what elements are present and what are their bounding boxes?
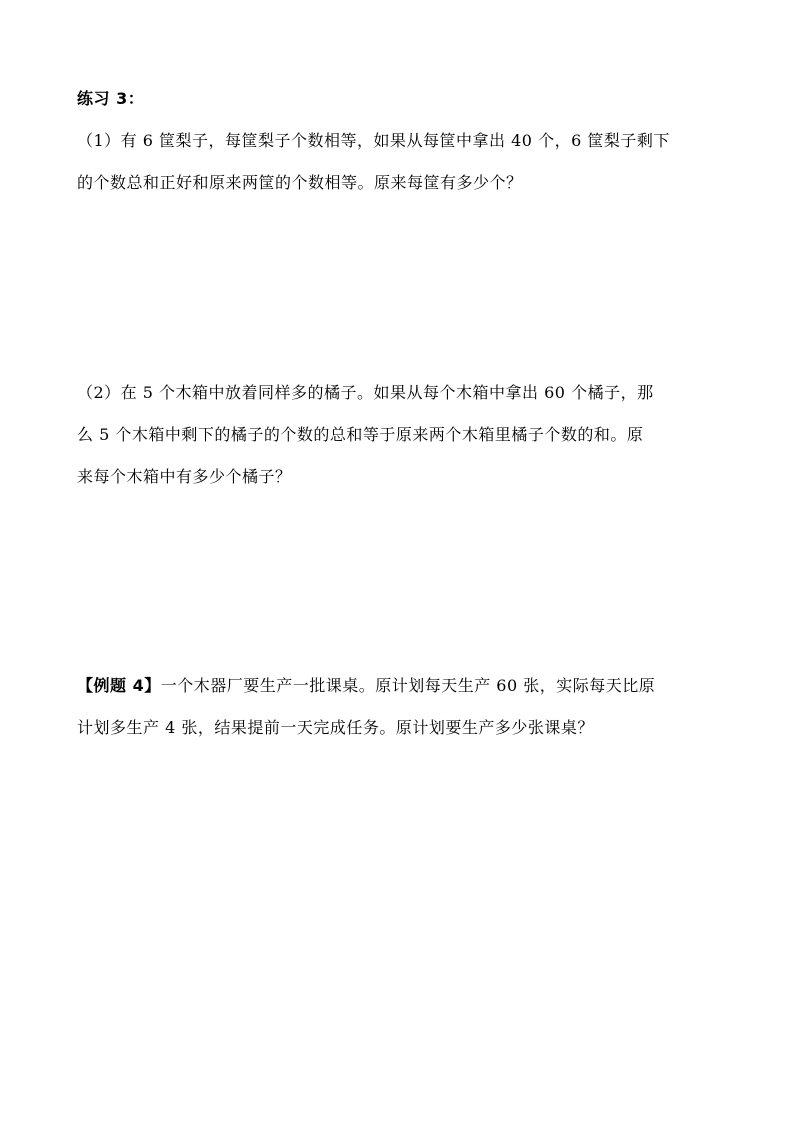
problem-1	[77, 120, 727, 204]
problem-1-line-2: 的个数总和正好和原来两筐的个数相等。原来每筐有多少个？	[77, 173, 523, 192]
example-4-line-2: 计划多生产 4 张，结果提前一天完成任务。原计划要生产多少张课桌？	[77, 718, 594, 737]
example-4-line-1	[77, 665, 727, 707]
problem-2-line-1: （2）在 5 个木箱中放着同样多的橘子。如果从每个木箱中拿出 60 个橘子，那	[77, 383, 654, 402]
problem-2-line-2: 么 5 个木箱中剩下的橘子的个数的总和等于原来两个木箱里橘子个数的和。原	[77, 425, 644, 444]
example-4-tag: 【例题 4】	[77, 676, 161, 695]
example-4-line-1-text: 一个木器厂要生产一批课桌。原计划每天生产 60 张，实际每天比原	[160, 676, 656, 695]
problem-2-line-3: 来每个木箱中有多少个橘子？	[77, 467, 292, 486]
practice-heading: 练习 3：	[77, 89, 145, 108]
problem-2	[77, 372, 727, 498]
problem-1-line-1: （1）有 6 筐梨子，每筐梨子个数相等，如果从每筐中拿出 40 个，6 筐梨子剩下	[77, 131, 670, 150]
example-4	[77, 665, 727, 749]
